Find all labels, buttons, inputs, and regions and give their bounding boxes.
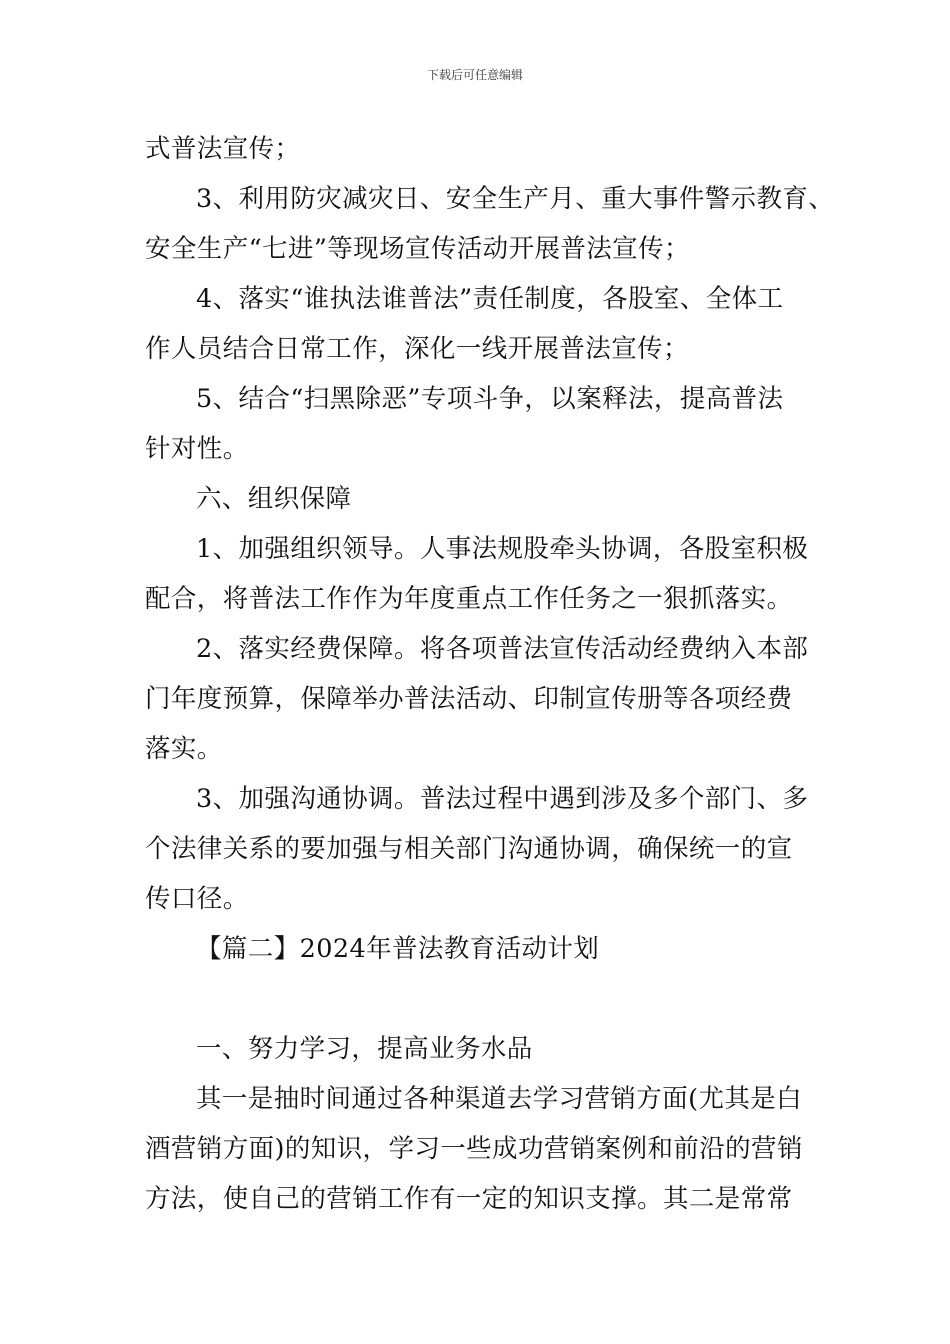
section-heading: 六、组织保障 <box>196 484 352 514</box>
text-line: 配合，将普法工作作为年度重点工作任务之一狠抓落实。 <box>145 584 793 614</box>
list-item-1: 1、加强组织领导。人事法规股牵头协调，各股室积极 <box>196 534 809 564</box>
text-line: 落实。 <box>145 734 223 764</box>
text-line: 酒营销方面)的知识，学习一些成功营销案例和前沿的营销 <box>145 1134 803 1164</box>
chapter-title: 【篇二】2024年普法教育活动计划 <box>196 934 600 964</box>
list-item-3: 3、利用防灾减灾日、安全生产月、重大事件警示教育、 <box>196 184 835 214</box>
text-line: 针对性。 <box>145 434 249 464</box>
paragraph-start: 其一是抽时间通过各种渠道去学习营销方面(尤其是白 <box>196 1084 803 1114</box>
list-item-4: 4、落实“谁执法谁普法”责任制度，各股室、全体工 <box>196 284 784 314</box>
list-item-5: 5、结合“扫黑除恶”专项斗争，以案释法，提高普法 <box>196 384 784 414</box>
list-item-2: 2、落实经费保障。将各项普法宣传活动经费纳入本部 <box>196 634 809 664</box>
list-item-3b: 3、加强沟通协调。普法过程中遇到涉及多个部门、多 <box>196 784 809 814</box>
text-line: 作人员结合日常工作，深化一线开展普法宣传； <box>145 334 689 364</box>
text-line: 个法律关系的要加强与相关部门沟通协调，确保统一的宣 <box>145 834 793 864</box>
text-line: 式普法宣传； <box>145 134 301 164</box>
text-line: 方法，使自己的营销工作有一定的知识支撑。其二是常常 <box>145 1184 793 1214</box>
page-header: 下载后可任意编辑 <box>426 68 523 82</box>
section-heading: 一、努力学习，提高业务水品 <box>196 1034 533 1064</box>
text-line: 传口径。 <box>145 884 249 914</box>
text-line: 安全生产“七进”等现场宣传活动开展普法宣传； <box>145 234 690 264</box>
text-line: 门年度预算，保障举办普法活动、印制宣传册等各项经费 <box>145 684 793 714</box>
